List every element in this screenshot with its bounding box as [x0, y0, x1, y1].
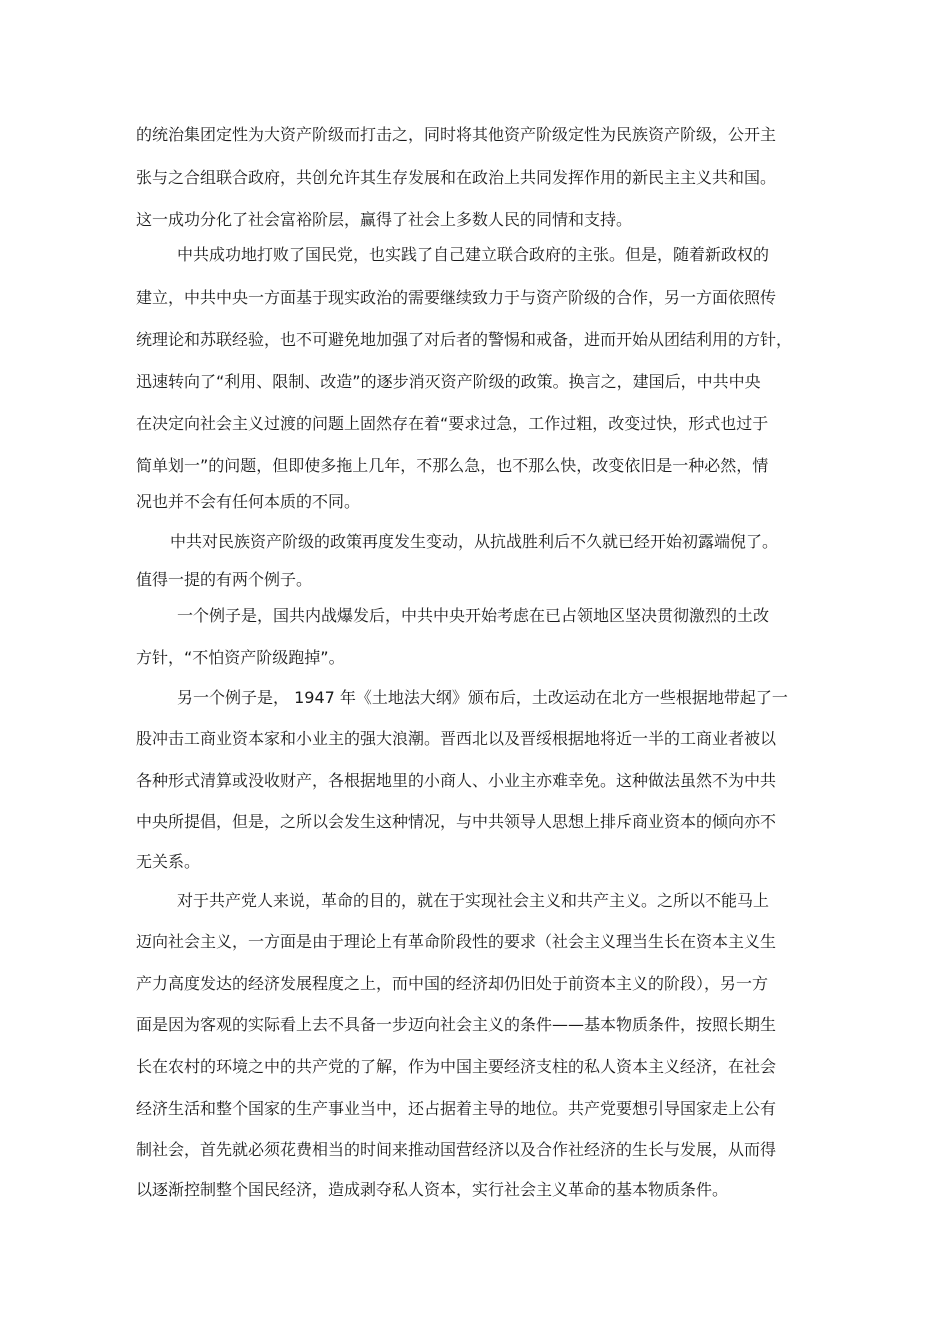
text-line: 长在农村的环境之中的共产党的了解，作为中国主要经济支柱的私人资本主义经济，在社会 — [136, 1057, 777, 1076]
text-line: 这一成功分化了社会富裕阶层，赢得了社会上多数人民的同情和支持。 — [136, 210, 633, 229]
text-line: 张与之合组联合政府，共创允许其生存发展和在政治上共同发挥作用的新民主主义共和国。 — [136, 168, 777, 187]
text-line: 产力高度发达的经济发展程度之上，而中国的经济却仍旧处于前资本主义的阶段），另一方 — [136, 974, 769, 993]
text-line: 一个例子是，国共内战爆发后，中共中央开始考虑在已占领地区坚决贯彻激烈的土改 — [177, 606, 770, 625]
text-line: 方针，“不怕资产阶级跑掉”。 — [136, 648, 345, 667]
text-line: 无关系。 — [136, 852, 201, 871]
text-line: 中央所提倡，但是，之所以会发生这种情况，与中共领导人思想上排斥商业资本的倾向亦不 — [136, 812, 777, 831]
text-line: 况也并不会有任何本质的不同。 — [136, 492, 361, 511]
text-line: 在决定向社会主义过渡的问题上固然存在着“要求过急，工作过粗，改变过快，形式也过于 — [136, 414, 769, 433]
text-line: 另一个例子是， 1947 年《土地法大纲》颁布后，土改运动在北方一些根据地带起了一 — [177, 688, 788, 707]
text-line: 建立，中共中央一方面基于现实政治的需要继续致力于与资产阶级的合作，另一方面依照传 — [136, 288, 777, 307]
text-line: 值得一提的有两个例子。 — [136, 570, 313, 589]
text-line: 迅速转向了“利用、限制、改造”的逐步消灭资产阶级的政策。换言之，建国后，中共中央 — [136, 372, 761, 391]
text-line: 的统治集团定性为大资产阶级而打击之，同时将其他资产阶级定性为民族资产阶级，公开主 — [136, 125, 777, 144]
text-line: 股冲击工商业资本家和小业主的强大浪潮。晋西北以及晋绥根据地将近一半的工商业者被以 — [136, 729, 777, 748]
text-line: 统理论和苏联经验，也不可避免地加强了对后者的警惕和戒备，进而开始从团结利用的方针， — [136, 330, 793, 349]
text-line: 制社会，首先就必须花费相当的时间来推动国营经济以及合作社经济的生长与发展，从而得 — [136, 1140, 777, 1159]
text-line: 以逐渐控制整个国民经济，造成剥夺私人资本，实行社会主义革命的基本物质条件。 — [136, 1180, 729, 1199]
text-line: 简单划一”的问题，但即使多拖上几年，不那么急，也不那么快，改变依旧是一种必然，情 — [136, 456, 769, 475]
text-line: 中共对民族资产阶级的政策再度发生变动，从抗战胜利后不久就已经开始初露端倪了。 — [170, 532, 779, 551]
text-line: 迈向社会主义，一方面是由于理论上有革命阶段性的要求（社会主义理当生长在资本主义生 — [136, 932, 777, 951]
text-line: 经济生活和整个国家的生产事业当中，还占据着主导的地位。共产党要想引导国家走上公有 — [136, 1099, 777, 1118]
text-line: 对于共产党人来说，革命的目的，就在于实现社会主义和共产主义。之所以不能马上 — [177, 891, 770, 910]
text-line: 中共成功地打败了国民党，也实践了自己建立联合政府的主张。但是，随着新政权的 — [177, 245, 770, 264]
text-line: 各种形式清算或没收财产，各根据地里的小商人、小业主亦难幸免。这种做法虽然不为中共 — [136, 771, 777, 790]
text-line: 面是因为客观的实际看上去不具备一步迈向社会主义的条件——基本物质条件，按照长期生 — [136, 1015, 777, 1034]
